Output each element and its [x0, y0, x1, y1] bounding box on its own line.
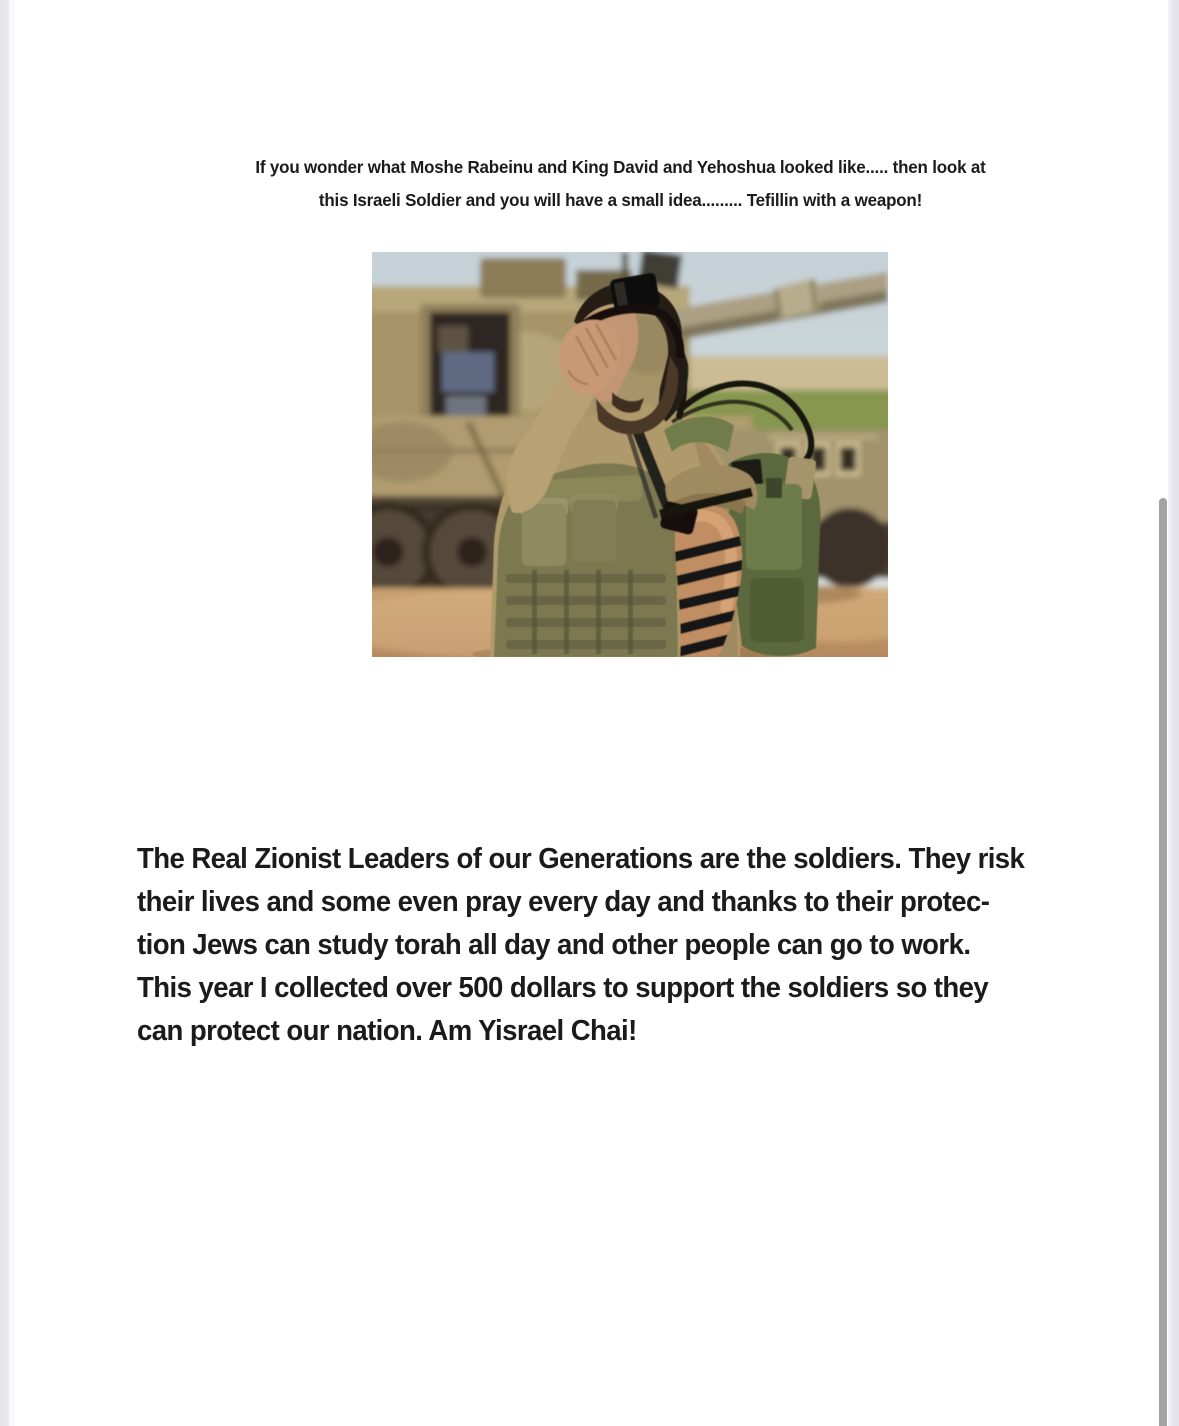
header-note-line: If you wonder what Moshe Rabeinu and King David and Yehoshua looked like..... then look at: [255, 157, 986, 177]
paragraph-line: The Real Zionist Leaders of our Generations are the soldiers. They risk: [137, 843, 1025, 875]
paragraph-line: This year I collected over 500 dollars to support the soldiers so they: [137, 972, 989, 1004]
scrollbar[interactable]: [1158, 0, 1168, 1426]
paragraph-line: tion Jews can study torah all day and other people can go to work.: [137, 929, 971, 961]
scrollbar-thumb[interactable]: [1159, 498, 1167, 1426]
page-edge-right: [1168, 0, 1179, 1426]
header-note: [79, 151, 1162, 217]
page-edge-left: [0, 0, 14, 1426]
paragraph-line: can protect our nation. Am Yisrael Chai!: [137, 1015, 637, 1047]
paragraph-line: their lives and some even pray every day and thanks to their protec-: [137, 886, 990, 918]
body-paragraph: [137, 838, 1127, 1053]
header-note-line: this Israeli Soldier and you will have a small idea......... Tefillin with a weapon!: [318, 190, 923, 210]
soldier-photo: [372, 252, 888, 657]
